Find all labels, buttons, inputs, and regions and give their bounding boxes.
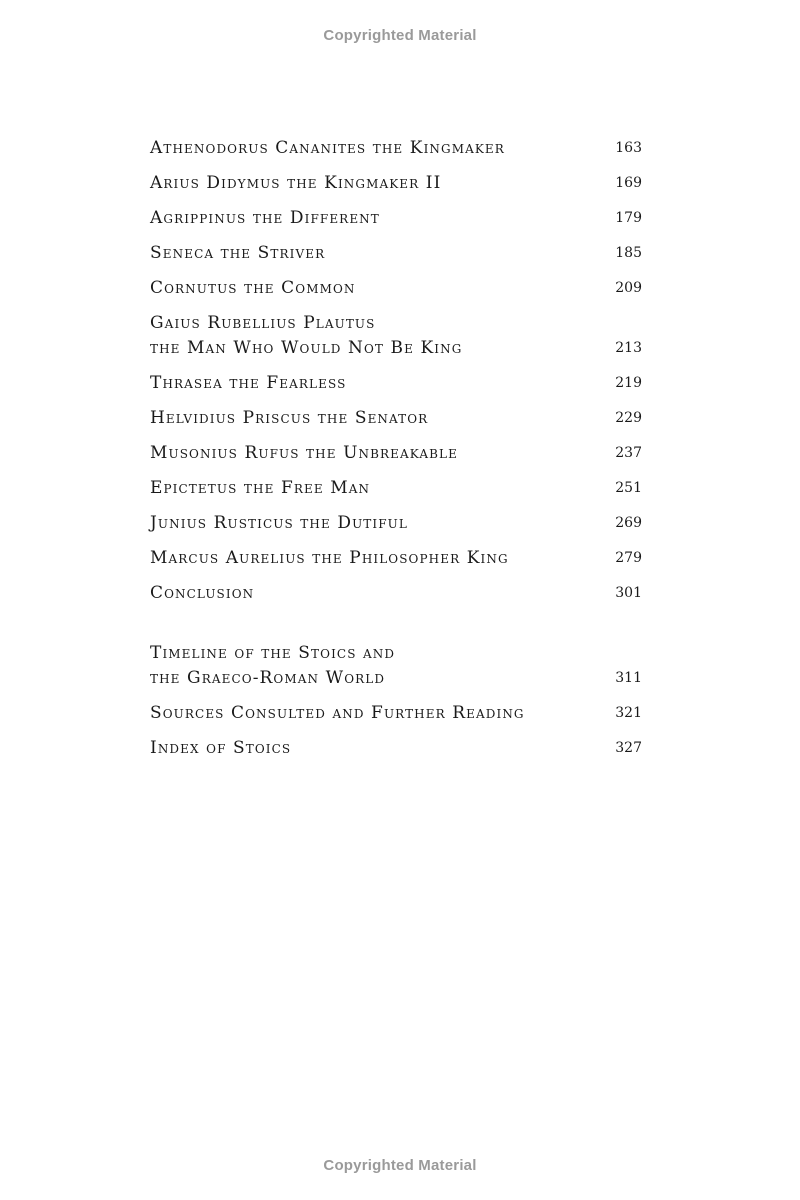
toc-page-number: 213 [615,340,642,356]
toc-page-number: 311 [615,670,642,686]
toc-entry-title-line: Athenodorus Cananites the Kingmaker [150,138,505,158]
toc-entry-title [150,311,462,361]
toc-entry-title [150,136,505,161]
toc-entry[interactable] [150,736,642,761]
toc-page-number: 251 [615,480,642,496]
toc-entry-title-line: Thrasea the Fearless [150,373,347,393]
toc-entry-title [150,546,509,571]
toc-entry-title-line: Sources Consulted and Further Reading [150,703,525,723]
toc-entry-title [150,476,370,501]
toc-page-number: 209 [615,280,642,296]
toc-entry-title-line: Index of Stoics [150,738,292,758]
toc-page-number: 321 [615,705,642,721]
toc-page-number: 179 [615,210,642,226]
toc-entry[interactable] [150,371,642,396]
toc-entry-title-line: Cornutus the Common [150,278,356,298]
copyright-watermark-top: Copyrighted Material [323,27,477,44]
toc-entry-title [150,581,254,606]
toc-entry[interactable] [150,311,642,361]
toc-entry-title-line: the Graeco-Roman World [150,668,386,688]
toc-entry-title [150,206,380,231]
toc-entry-title-line: Helvidius Priscus the Senator [150,408,429,428]
toc-page-number: 185 [615,245,642,261]
toc-page-number: 229 [615,410,642,426]
toc-page-number: 269 [615,515,642,531]
toc-page-number: 301 [615,585,642,601]
toc-page-number: 327 [615,740,642,756]
toc-entry-title [150,276,356,301]
toc-entry-title [150,371,346,396]
toc-entry-title-line: Agrippinus the Different [150,208,380,228]
toc-entry-title-line: Junius Rusticus the Dutiful [150,513,408,533]
table-of-contents [150,136,642,771]
toc-page-number: 219 [615,375,642,391]
toc-entry[interactable] [150,136,642,161]
toc-entry-title [150,701,525,726]
toc-entry[interactable] [150,441,642,466]
toc-entry[interactable] [150,206,642,231]
toc-entry-title-line: Conclusion [150,583,255,603]
toc-entry[interactable] [150,171,642,196]
toc-page-number: 237 [615,445,642,461]
toc-entry-title [150,736,291,761]
toc-entry-title [150,241,325,266]
toc-entry-title-line: Arius Didymus the Kingmaker II [150,173,442,193]
toc-entry-title-line: Timeline of the Stoics and [150,643,396,663]
copyright-watermark-bottom: Copyrighted Material [323,1157,477,1174]
toc-entry-title-line: Gaius Rubellius Plautus [150,313,376,333]
toc-entry[interactable] [150,511,642,536]
toc-entry-title [150,641,395,691]
toc-page-number: 279 [615,550,642,566]
toc-entry-title [150,171,441,196]
toc-entry-title-line: Seneca the Striver [150,243,326,263]
toc-entry[interactable] [150,276,642,301]
toc-entry-title-line: the Man Who Would Not Be King [150,338,463,358]
toc-entry[interactable] [150,241,642,266]
toc-entry-title [150,511,408,536]
toc-page-number: 163 [615,140,642,156]
toc-entry-title-line: Marcus Aurelius the Philosopher King [150,548,509,568]
toc-entry-title [150,406,428,431]
toc-entry-title-line: Musonius Rufus the Unbreakable [150,443,458,463]
toc-page-number: 169 [615,175,642,191]
toc-entry[interactable] [150,641,642,691]
toc-entry-title-line: Epictetus the Free Man [150,478,371,498]
toc-entry[interactable] [150,701,642,726]
toc-entry[interactable] [150,581,642,606]
toc-entry[interactable] [150,546,642,571]
toc-entry-title [150,441,458,466]
toc-entry[interactable] [150,406,642,431]
toc-entry[interactable] [150,476,642,501]
